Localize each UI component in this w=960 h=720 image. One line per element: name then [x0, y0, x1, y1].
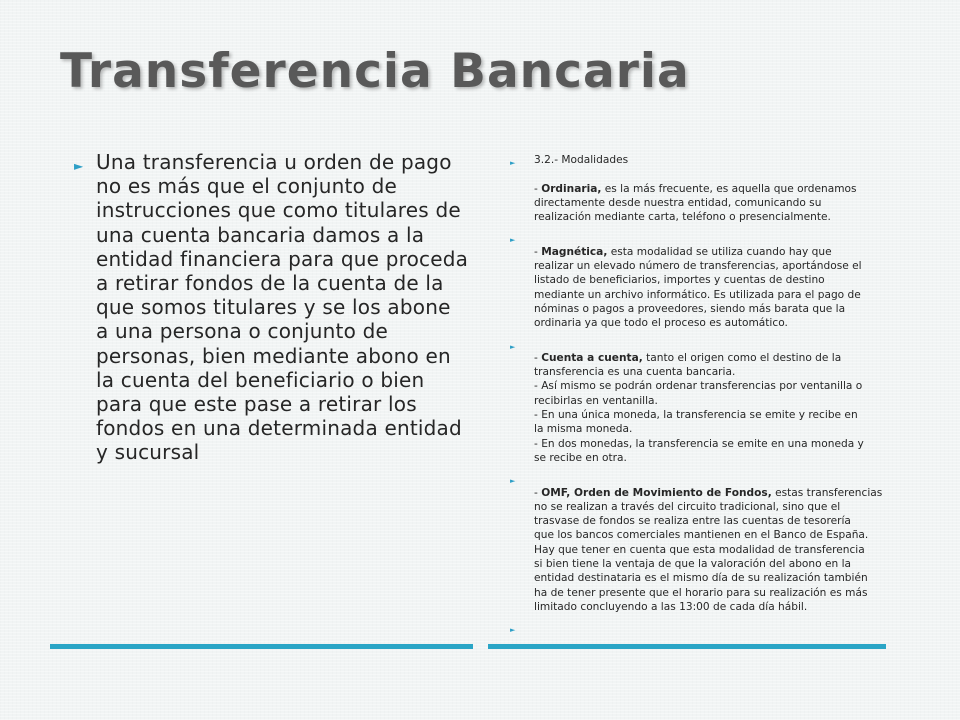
omf-line-1: - OMF, Orden de Movimiento de Fondos, estas transferencias — [534, 486, 883, 499]
left-content — [74, 150, 469, 465]
ordinaria-line-3: realización mediante carta, teléfono o presencialmente. — [534, 211, 831, 224]
omf-term: OMF, Orden de Movimiento de Fondos, — [541, 486, 772, 499]
magnetica-line-6: ordinaria ya que todo el proceso es automático. — [534, 317, 788, 330]
bullet-arrow-icon: ► — [510, 159, 516, 167]
magnetica-line-1: - Magnética, esta modalidad se utiliza cuando hay que — [534, 245, 832, 258]
ordinaria-line-1: - Ordinaria, es la más frecuente, es aquella que ordenamos — [534, 182, 857, 195]
accent-bar-left — [50, 644, 473, 649]
magnetica-line-2: realizar un elevado número de transferencias, aportándose el — [534, 260, 862, 273]
ordinaria-term: Ordinaria, — [541, 182, 602, 195]
omf-line-9: limitado concluyendo a las 13:00 de cada día hábil. — [534, 600, 808, 613]
ordinaria-line-2: directamente desde nuestra entidad, comunicando su — [534, 196, 822, 209]
right-bullet-item-empty — [510, 620, 900, 637]
modalidades-heading: 3.2.- Modalidades — [534, 154, 629, 166]
omf-line-6: si bien tiene la ventaja de que la valoración del abono en la — [534, 558, 852, 571]
right-content — [510, 153, 900, 644]
bullet-arrow-icon: ► — [510, 342, 516, 351]
omf-line-7: entidad destinataria es el mismo día de su realización también — [534, 572, 868, 585]
bullet-arrow-icon: ► — [510, 236, 516, 245]
cuenta-line-7: - En dos monedas, la transferencia se emite en una moneda y — [534, 437, 864, 450]
bullet-arrow-icon: ► — [510, 477, 516, 486]
omf-line-8: ha de tener presente que el horario para su realización es más — [534, 586, 868, 599]
magnetica-line-4: mediante un archivo informático. Es utilizada para el pago de — [534, 288, 861, 301]
omf-line-4: que los bancos comerciales mantienen en el Banco de España. — [534, 529, 869, 542]
left-bullet-text: Una transferencia u orden de pago no es más que el conjunto de instrucciones que como titulares de una cuenta bancaria damos a la entidad financiera para que proceda a retirar fondos de la cuenta de la que somos titulares y se los abone a una persona o conjunto de personas, bien mediante abono en la cuenta del beneficiario o bien para que este pase a retirar los fondos en una determinada entidad y sucursal — [96, 150, 469, 465]
magnetica-line-5: nóminas o pagos a proveedores, siendo más barata que la — [534, 302, 846, 315]
magnetica-line-3: listado de beneficiarios, importes y cuentas de destino — [534, 274, 825, 287]
cuenta-line-6: la misma moneda. — [534, 423, 633, 436]
cuenta-line-4: recibirlas en ventanilla. — [534, 394, 658, 407]
cuenta-line-3: - Así mismo se podrán ordenar transferencias por ventanilla o — [534, 380, 863, 393]
cuenta-line-2: transferencia es una cuenta bancaria. — [534, 366, 736, 379]
right-bullet-item-cuenta — [510, 337, 900, 466]
bullet-arrow-icon: ► — [74, 159, 84, 173]
bullet-arrow-icon: ► — [510, 626, 516, 635]
slide-title: Transferencia Bancaria — [60, 44, 690, 99]
omf-line-2: no se realizan a través del circuito tradicional, sino que el — [534, 500, 841, 513]
left-bullet-item — [74, 150, 469, 465]
omf-line-5: Hay que tener en cuenta que esta modalidad de transferencia — [534, 543, 865, 556]
accent-bar-right — [488, 644, 886, 649]
omf-line-3: trasvase de fondos se realiza entre las cuentas de tesorería — [534, 515, 851, 528]
cuenta-term: Cuenta a cuenta, — [541, 351, 643, 364]
right-bullet-item-magnetica — [510, 230, 900, 330]
cuenta-line-8: se recibe en otra. — [534, 451, 627, 464]
right-bullet-item-omf — [510, 471, 900, 614]
magnetica-term: Magnética, — [541, 245, 608, 258]
cuenta-line-1: - Cuenta a cuenta, tanto el origen como el destino de la — [534, 351, 842, 364]
right-bullet-item-modalidades — [510, 153, 900, 224]
cuenta-line-5: - En una única moneda, la transferencia se emite y recibe en — [534, 409, 858, 422]
